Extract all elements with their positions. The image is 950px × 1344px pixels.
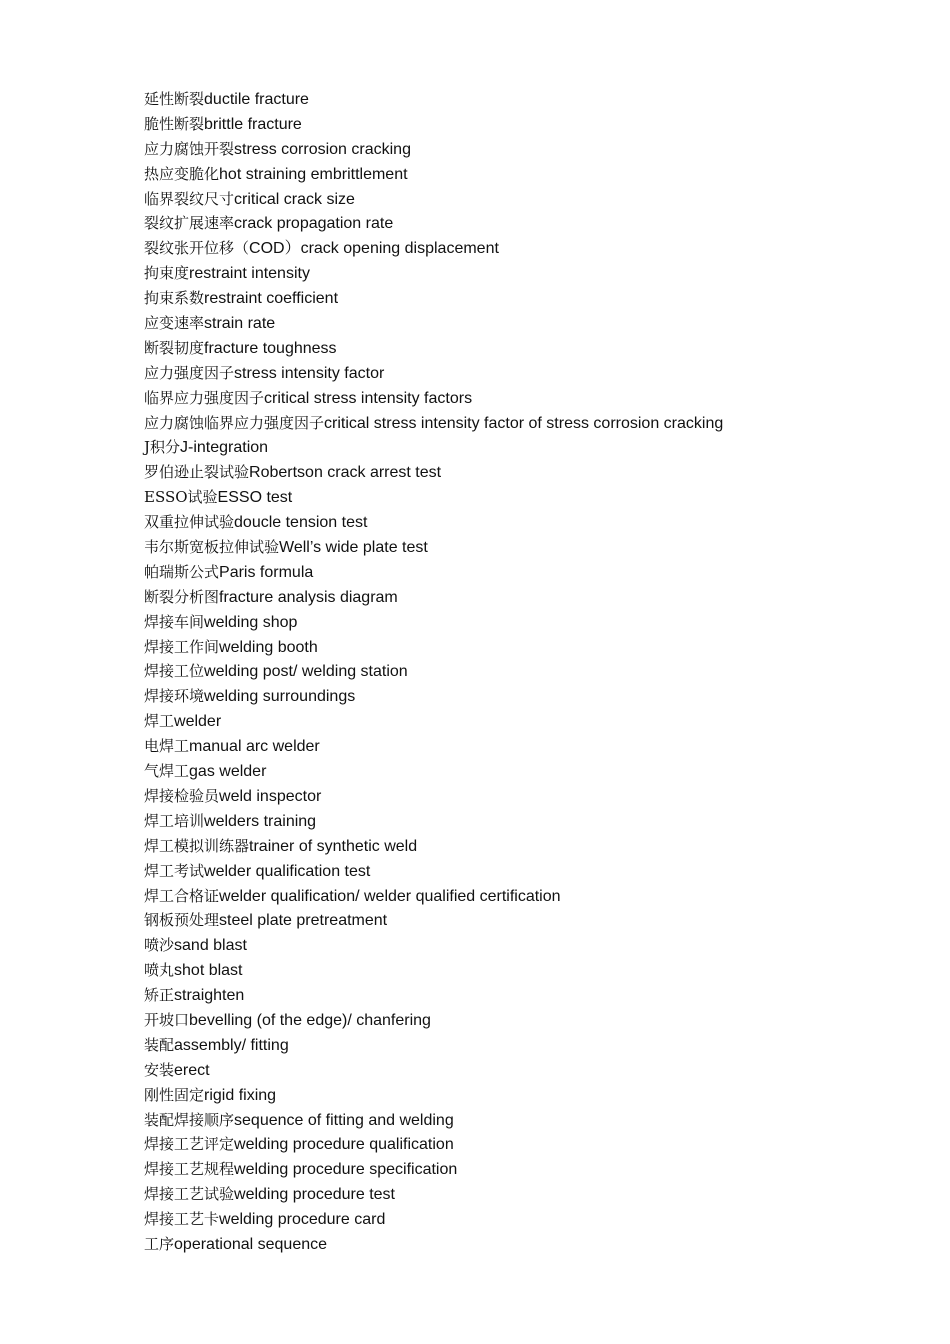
glossary-entry — [144, 1182, 924, 1207]
term-chinese: 应力腐蚀开裂 — [144, 139, 235, 158]
term-english: critical stress intensity factor of stress corrosion cracking — [324, 414, 724, 432]
term-chinese: 焊工 — [144, 712, 175, 731]
glossary-entry — [144, 1157, 924, 1182]
term-english: steel plate pretreatment — [219, 912, 388, 930]
term-chinese: 焊接工艺规程 — [144, 1160, 235, 1179]
term-chinese: 焊接工作间 — [144, 637, 220, 656]
term-chinese: 韦尔斯宽板拉伸试验 — [144, 538, 280, 557]
glossary-entry — [144, 610, 924, 635]
glossary-entry — [144, 1207, 924, 1232]
term-english: doucle tension test — [234, 514, 368, 532]
term-english: shot blast — [174, 962, 243, 980]
glossary-entry — [144, 112, 924, 137]
term-english: welder qualification test — [204, 862, 371, 880]
term-english: bevelling (of the edge)/ chanfering — [189, 1011, 431, 1029]
glossary-entry — [144, 908, 924, 933]
term-english: assembly/ fitting — [174, 1036, 289, 1054]
term-chinese: 安装 — [144, 1060, 175, 1079]
term-english: stress corrosion cracking — [234, 140, 411, 158]
term-chinese: 喷沙 — [144, 936, 175, 955]
term-english: welding surroundings — [204, 688, 356, 706]
term-chinese: 应力强度因子 — [144, 363, 235, 382]
term-chinese: 焊工培训 — [144, 811, 205, 830]
glossary-entry — [144, 435, 924, 460]
term-english: welding booth — [219, 638, 318, 656]
term-chinese: 拘束度 — [144, 264, 190, 283]
glossary-entry — [144, 759, 924, 784]
glossary-entry — [144, 460, 924, 485]
glossary-entry — [144, 386, 924, 411]
term-english: gas welder — [189, 763, 267, 781]
glossary-entry — [144, 784, 924, 809]
term-chinese: 装配 — [144, 1035, 175, 1054]
term-chinese: 焊接检验员 — [144, 786, 220, 805]
term-english: strain rate — [204, 315, 276, 333]
term-chinese: 电焊工 — [144, 737, 190, 756]
term-english: Robertson crack arrest test — [249, 464, 442, 482]
term-chinese: 开坡口 — [144, 1010, 190, 1029]
term-chinese: J积分 — [144, 438, 181, 457]
term-chinese: 焊接车间 — [144, 612, 205, 631]
term-english: hot straining embrittlement — [219, 165, 408, 183]
glossary-entry — [144, 286, 924, 311]
document-page — [144, 87, 924, 1257]
glossary-entry — [144, 809, 924, 834]
glossary-entry — [144, 884, 924, 909]
glossary-entry — [144, 1033, 924, 1058]
glossary-entry — [144, 585, 924, 610]
term-chinese: 焊工模拟训练器 — [144, 836, 250, 855]
term-chinese: 脆性断裂 — [144, 114, 205, 133]
glossary-entry — [144, 983, 924, 1008]
term-chinese: 罗伯逊止裂试验 — [144, 463, 250, 482]
glossary-entry — [144, 659, 924, 684]
term-english: welding procedure specification — [234, 1161, 458, 1179]
term-english: trainer of synthetic weld — [249, 837, 418, 855]
term-english: welding shop — [204, 613, 298, 631]
glossary-entry — [144, 859, 924, 884]
glossary-entry — [144, 734, 924, 759]
term-chinese: 装配焊接顺序 — [144, 1110, 235, 1129]
term-chinese: 拘束系数 — [144, 289, 205, 308]
glossary-entry — [144, 933, 924, 958]
term-chinese: 工序 — [144, 1234, 175, 1253]
term-chinese: 钢板预处理 — [144, 911, 220, 930]
glossary-entry — [144, 87, 924, 112]
glossary-entry — [144, 834, 924, 859]
term-chinese: 临界应力强度因子 — [144, 388, 265, 407]
glossary-entry — [144, 1132, 924, 1157]
glossary-entry — [144, 236, 924, 261]
term-english: welder — [174, 713, 222, 731]
term-chinese: 矫正 — [144, 986, 175, 1005]
term-english: Well’s wide plate test — [279, 539, 428, 557]
glossary-entry — [144, 635, 924, 660]
term-chinese: 帕瑞斯公式 — [144, 562, 220, 581]
glossary-entry — [144, 211, 924, 236]
glossary-entry — [144, 709, 924, 734]
term-chinese: 应变速率 — [144, 314, 205, 333]
term-english: stress intensity factor — [234, 364, 385, 382]
term-chinese: 裂纹扩展速率 — [144, 214, 235, 233]
term-english: ductile fracture — [204, 91, 309, 108]
term-english: restraint coefficient — [204, 290, 339, 308]
term-chinese: 临界裂纹尺寸 — [144, 189, 235, 208]
term-english: weld inspector — [219, 787, 322, 805]
term-english: welding procedure card — [219, 1211, 386, 1229]
term-chinese: 焊工合格证 — [144, 886, 220, 905]
term-chinese: 焊接工艺卡 — [144, 1210, 220, 1229]
term-english: straighten — [174, 987, 245, 1005]
term-chinese: 延性断裂 — [144, 90, 205, 108]
term-english: ESSO test — [217, 489, 293, 507]
term-english: COD）crack opening displacement — [249, 240, 499, 258]
glossary-entry — [144, 361, 924, 386]
glossary-entry — [144, 485, 924, 510]
term-chinese: 焊接工位 — [144, 662, 205, 681]
term-english: restraint intensity — [189, 265, 310, 283]
term-english: Paris formula — [219, 563, 314, 581]
term-english: welding post/ welding station — [204, 663, 408, 681]
term-english: crack propagation rate — [234, 215, 394, 233]
glossary-entry — [144, 1083, 924, 1108]
term-chinese: 裂纹张开位移（ — [144, 239, 250, 258]
glossary-entry — [144, 137, 924, 162]
term-english: critical crack size — [234, 190, 355, 208]
term-chinese: 热应变脆化 — [144, 164, 220, 183]
glossary-entry — [144, 187, 924, 212]
term-english: welder qualification/ welder qualified certification — [219, 887, 561, 905]
term-chinese: 刚性固定 — [144, 1085, 205, 1104]
glossary-entry — [144, 684, 924, 709]
glossary-entry — [144, 535, 924, 560]
glossary-entry — [144, 1058, 924, 1083]
term-chinese: 喷丸 — [144, 961, 175, 980]
glossary-entry — [144, 162, 924, 187]
term-english: welding procedure qualification — [234, 1136, 454, 1154]
glossary-entry — [144, 958, 924, 983]
glossary-entry — [144, 1008, 924, 1033]
glossary-entry — [144, 411, 924, 436]
term-chinese: 气焊工 — [144, 762, 190, 781]
term-english: critical stress intensity factors — [264, 389, 473, 407]
term-english: sand blast — [174, 937, 247, 955]
term-english: fracture toughness — [204, 339, 337, 357]
glossary-entry — [144, 560, 924, 585]
term-chinese: 断裂分析图 — [144, 587, 220, 606]
glossary-entry — [144, 336, 924, 361]
term-english: welding procedure test — [234, 1186, 395, 1204]
glossary-entry — [144, 261, 924, 286]
term-english: J-integration — [180, 439, 269, 457]
term-english: welders training — [204, 812, 317, 830]
term-english: operational sequence — [174, 1235, 328, 1253]
term-chinese: 焊接工艺评定 — [144, 1135, 235, 1154]
term-english: rigid fixing — [204, 1086, 277, 1104]
term-english: manual arc welder — [189, 738, 320, 756]
glossary-entry — [144, 1108, 924, 1133]
term-chinese: 双重拉伸试验 — [144, 513, 235, 532]
glossary-entry — [144, 311, 924, 336]
term-chinese: ESSO试验 — [144, 488, 218, 507]
term-english: erect — [174, 1061, 210, 1079]
glossary-entry — [144, 1232, 924, 1257]
glossary-list — [144, 87, 924, 1257]
term-chinese: 焊工考试 — [144, 861, 205, 880]
term-english: sequence of fitting and welding — [234, 1111, 454, 1129]
glossary-entry — [144, 510, 924, 535]
term-english: brittle fracture — [204, 115, 302, 133]
term-chinese: 焊接环境 — [144, 687, 205, 706]
term-chinese: 断裂韧度 — [144, 338, 205, 357]
term-chinese: 焊接工艺试验 — [144, 1185, 235, 1204]
term-chinese: 应力腐蚀临界应力强度因子 — [144, 413, 325, 432]
term-english: fracture analysis diagram — [219, 588, 398, 606]
